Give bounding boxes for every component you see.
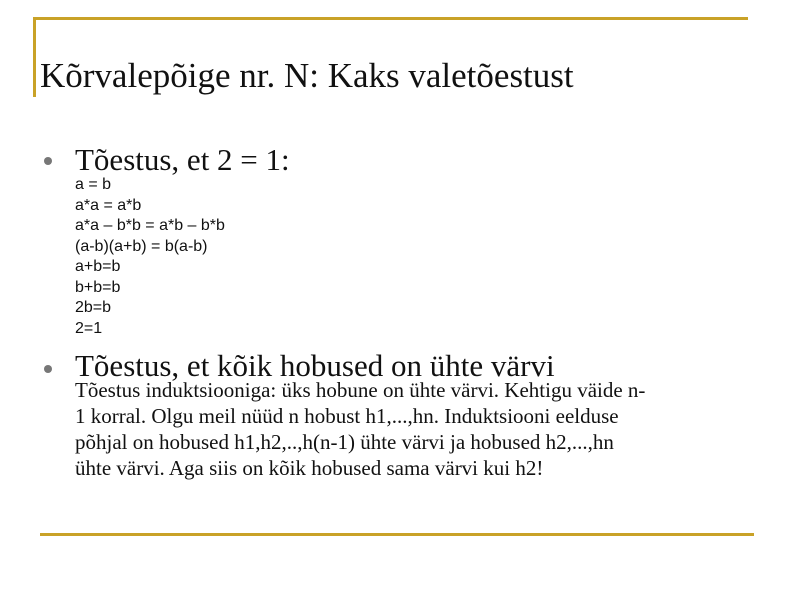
paragraph-line: põhjal on hobused h1,h2,..,h(n-1) ühte värvi ja hobused h2,...,hn	[75, 430, 614, 454]
equation-line: a*a = a*b	[75, 196, 142, 214]
equation-line: a+b=b	[75, 258, 121, 275]
frame-bottom-rule	[40, 533, 754, 536]
equation-line: 2=1	[75, 319, 103, 337]
equation-line: a*a – b*b = a*b – b*b	[75, 217, 225, 234]
induction-paragraph	[75, 377, 765, 481]
bullet-heading-1: Tõestus, et 2 = 1:	[75, 142, 290, 177]
equation-line: (a-b)(a+b) = b(a-b)	[75, 237, 208, 255]
bullet-dot-2	[44, 365, 52, 373]
equation-line: a = b	[75, 176, 112, 193]
equation-line: b+b=b	[75, 278, 121, 296]
paragraph-line: 1 korral. Olgu meil nüüd n hobust h1,...,hn. Induktsiooni eelduse	[75, 404, 619, 428]
equation-line: 2b=b	[75, 299, 112, 316]
slide-title: Kõrvalepõige nr. N: Kaks valetõestust	[40, 56, 574, 95]
frame-top-rule	[33, 17, 748, 20]
frame-left-rule	[33, 17, 36, 97]
bullet-dot-1	[44, 157, 52, 165]
paragraph-line: Tõestus induktsiooniga: üks hobune on ühte värvi. Kehtigu väide n-	[75, 378, 646, 402]
bullet-heading-2: Tõestus, et kõik hobused on ühte värvi	[75, 348, 555, 383]
paragraph-line: ühte värvi. Aga siis on kõik hobused sama värvi kui h2!	[75, 456, 544, 480]
equation-list	[75, 175, 225, 339]
